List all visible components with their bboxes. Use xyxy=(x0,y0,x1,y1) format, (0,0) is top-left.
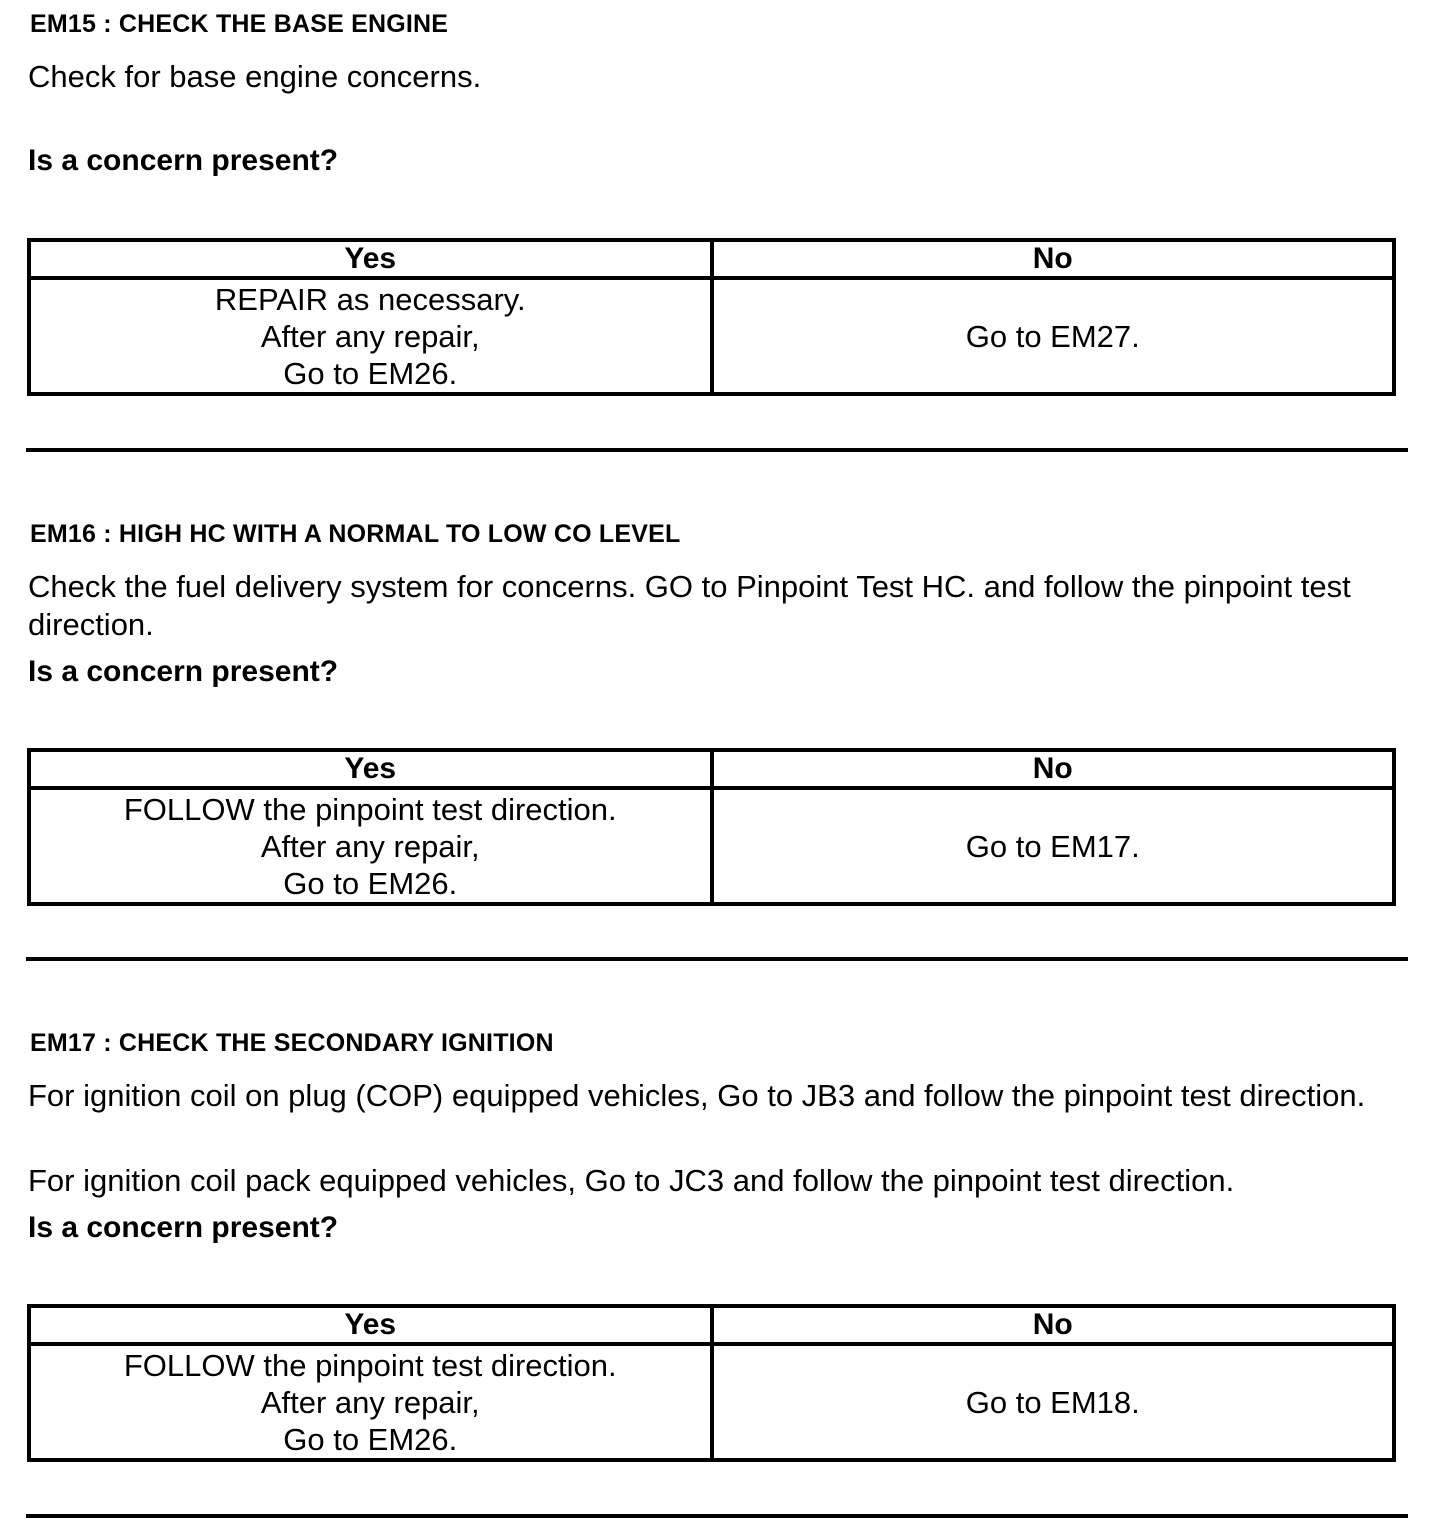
section-heading-em15: EM15 : CHECK THE BASE ENGINE xyxy=(30,10,449,38)
decision-table-em16 xyxy=(27,748,1396,906)
yes-cell xyxy=(29,1344,712,1460)
no-cell: Go to EM18. xyxy=(712,1344,1395,1460)
yes-header: Yes xyxy=(29,240,712,278)
yes-cell xyxy=(29,788,712,904)
yes-line: Go to EM26. xyxy=(283,355,458,391)
no-header: No xyxy=(712,240,1395,278)
section-divider xyxy=(26,957,1408,961)
decision-table-em15 xyxy=(27,238,1396,396)
section-question-em15: Is a concern present? xyxy=(28,144,339,177)
section-heading-em17: EM17 : CHECK THE SECONDARY IGNITION xyxy=(30,1029,554,1057)
section-divider xyxy=(26,1514,1408,1518)
no-header: No xyxy=(712,750,1395,788)
section-text-em15: Check for base engine concerns. xyxy=(28,59,482,94)
yes-line: FOLLOW the pinpoint test direction. xyxy=(123,791,617,827)
section-text-em17-cop: For ignition coil on plug (COP) equipped vehicles, Go to JB3 and follow the pinpoint test direction. xyxy=(28,1078,1366,1113)
section-heading-em16: EM16 : HIGH HC WITH A NORMAL TO LOW CO LEVEL xyxy=(30,520,681,548)
yes-line: REPAIR as necessary. xyxy=(214,281,526,317)
yes-line: FOLLOW the pinpoint test direction. xyxy=(123,1347,617,1383)
section-divider xyxy=(26,448,1408,452)
yes-header: Yes xyxy=(29,1306,712,1344)
decision-table-em17 xyxy=(27,1304,1396,1462)
section-text-em16: Check the fuel delivery system for concerns. GO to Pinpoint Test HC. and follow the pinpoint test direction. xyxy=(28,569,1351,642)
yes-cell xyxy=(29,278,712,394)
section-question-em16: Is a concern present? xyxy=(28,655,339,688)
yes-line: After any repair, xyxy=(260,1384,480,1420)
no-header: No xyxy=(712,1306,1395,1344)
yes-line: Go to EM26. xyxy=(283,1421,458,1457)
yes-line: After any repair, xyxy=(260,318,480,354)
no-cell: Go to EM17. xyxy=(712,788,1395,904)
section-text-em17-coilpack: For ignition coil pack equipped vehicles, Go to JC3 and follow the pinpoint test direction. xyxy=(28,1163,1235,1198)
yes-line: Go to EM26. xyxy=(283,865,458,901)
no-cell: Go to EM27. xyxy=(712,278,1395,394)
section-question-em17: Is a concern present? xyxy=(28,1211,339,1244)
yes-header: Yes xyxy=(29,750,712,788)
yes-line: After any repair, xyxy=(260,828,480,864)
